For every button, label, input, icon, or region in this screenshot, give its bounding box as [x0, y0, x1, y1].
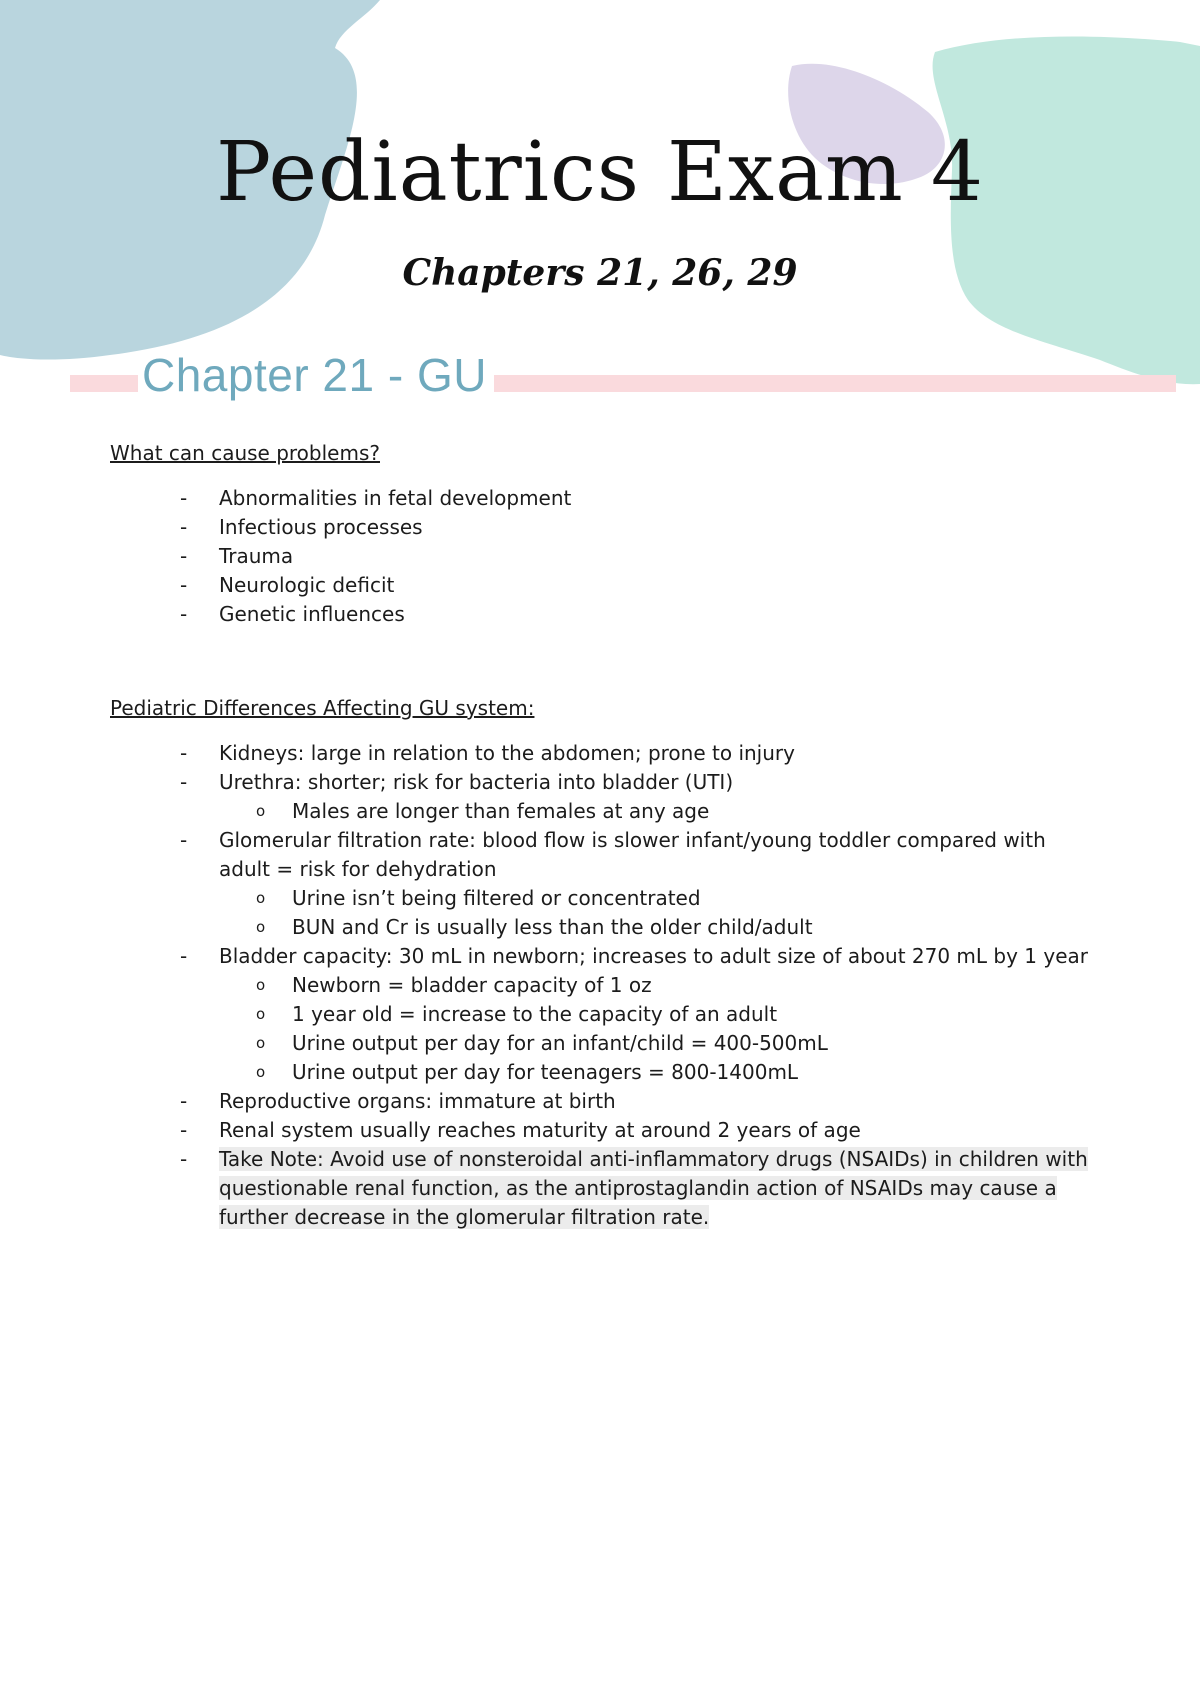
page-title: Pediatrics Exam 4 — [215, 125, 985, 220]
chapter-heading: Chapter 21 - GU — [142, 349, 487, 401]
chapter-banner — [70, 349, 1176, 401]
list-item: - Neurologic deficit — [0, 571, 1089, 600]
list-item: - Renal system usually reaches maturity at around 2 years of age — [0, 1116, 1089, 1145]
list-item: - Kidneys: large in relation to the abdomen; prone to injury — [0, 739, 1089, 768]
dash-marker: - — [180, 1118, 188, 1142]
take-note-label: Take Note: — [219, 1147, 324, 1171]
banner-bar-right — [494, 375, 1176, 392]
circle-marker: o — [256, 918, 266, 936]
list-item: - Genetic influences — [0, 600, 1089, 629]
page-subtitle: Chapters 21, 26, 29 — [402, 252, 798, 294]
sub-list-item: o 1 year old = increase to the capacity of an adult — [0, 1000, 1092, 1029]
circle-marker: o — [256, 1034, 266, 1052]
sub-list-item: o Urine output per day for an infant/child = 400-500mL — [0, 1029, 1092, 1058]
dash-marker: - — [180, 602, 188, 626]
dash-marker: - — [180, 741, 188, 765]
circle-marker: o — [256, 802, 266, 820]
differences-heading: Pediatric Differences Affecting GU system: — [110, 696, 535, 720]
problems-list — [0, 484, 1200, 629]
list-item: - Glomerular filtration rate: blood flow is slower infant/young toddler compared with adult = risk for dehydration — [180, 828, 1046, 881]
list-item: - Bladder capacity: 30 mL in newborn; increases to adult size of about 270 mL by 1 year — [0, 942, 1089, 971]
take-note-item — [0, 1145, 1089, 1232]
differences-list — [0, 739, 1200, 1232]
list-item: - Reproductive organs: immature at birth — [0, 1087, 1089, 1116]
list-item: - Trauma — [0, 542, 1089, 571]
dash-marker: - — [180, 770, 188, 794]
list-item: - Abnormalities in fetal development — [0, 484, 1089, 513]
dash-marker: - — [180, 828, 188, 852]
take-note-text: Avoid use of nonsteroidal anti-inflammatory drugs (NSAIDs) in children with questionable renal function, as the antiprostaglandin action of NSAIDs may cause a further decrease in the glomerular filtration rate. — [219, 1147, 1088, 1229]
list-item: - Urethra: shorter; risk for bacteria into bladder (UTI) — [0, 768, 1089, 797]
dash-marker: - — [180, 515, 188, 539]
circle-marker: o — [256, 1005, 266, 1023]
list-item: - Infectious processes — [0, 513, 1089, 542]
sub-list-item: o BUN and Cr is usually less than the older child/adult — [0, 913, 1092, 942]
banner-bar-left — [70, 375, 138, 392]
sub-list-item: o Males are longer than females at any age — [0, 797, 1092, 826]
sub-list-item: o Urine output per day for teenagers = 800-1400mL — [0, 1058, 1092, 1087]
sub-list-item: o Newborn = bladder capacity of 1 oz — [0, 971, 1092, 1000]
dash-marker: - — [180, 544, 188, 568]
circle-marker: o — [256, 889, 266, 907]
dash-marker: - — [180, 1089, 188, 1113]
dash-marker: - — [180, 1147, 188, 1171]
sub-list-item: o Urine isn’t being filtered or concentrated — [0, 884, 1092, 913]
circle-marker: o — [256, 976, 266, 994]
dash-marker: - — [180, 573, 188, 597]
dash-marker: - — [180, 486, 188, 510]
circle-marker: o — [256, 1063, 266, 1081]
problems-heading: What can cause problems? — [110, 441, 380, 465]
dash-marker: - — [180, 944, 188, 968]
